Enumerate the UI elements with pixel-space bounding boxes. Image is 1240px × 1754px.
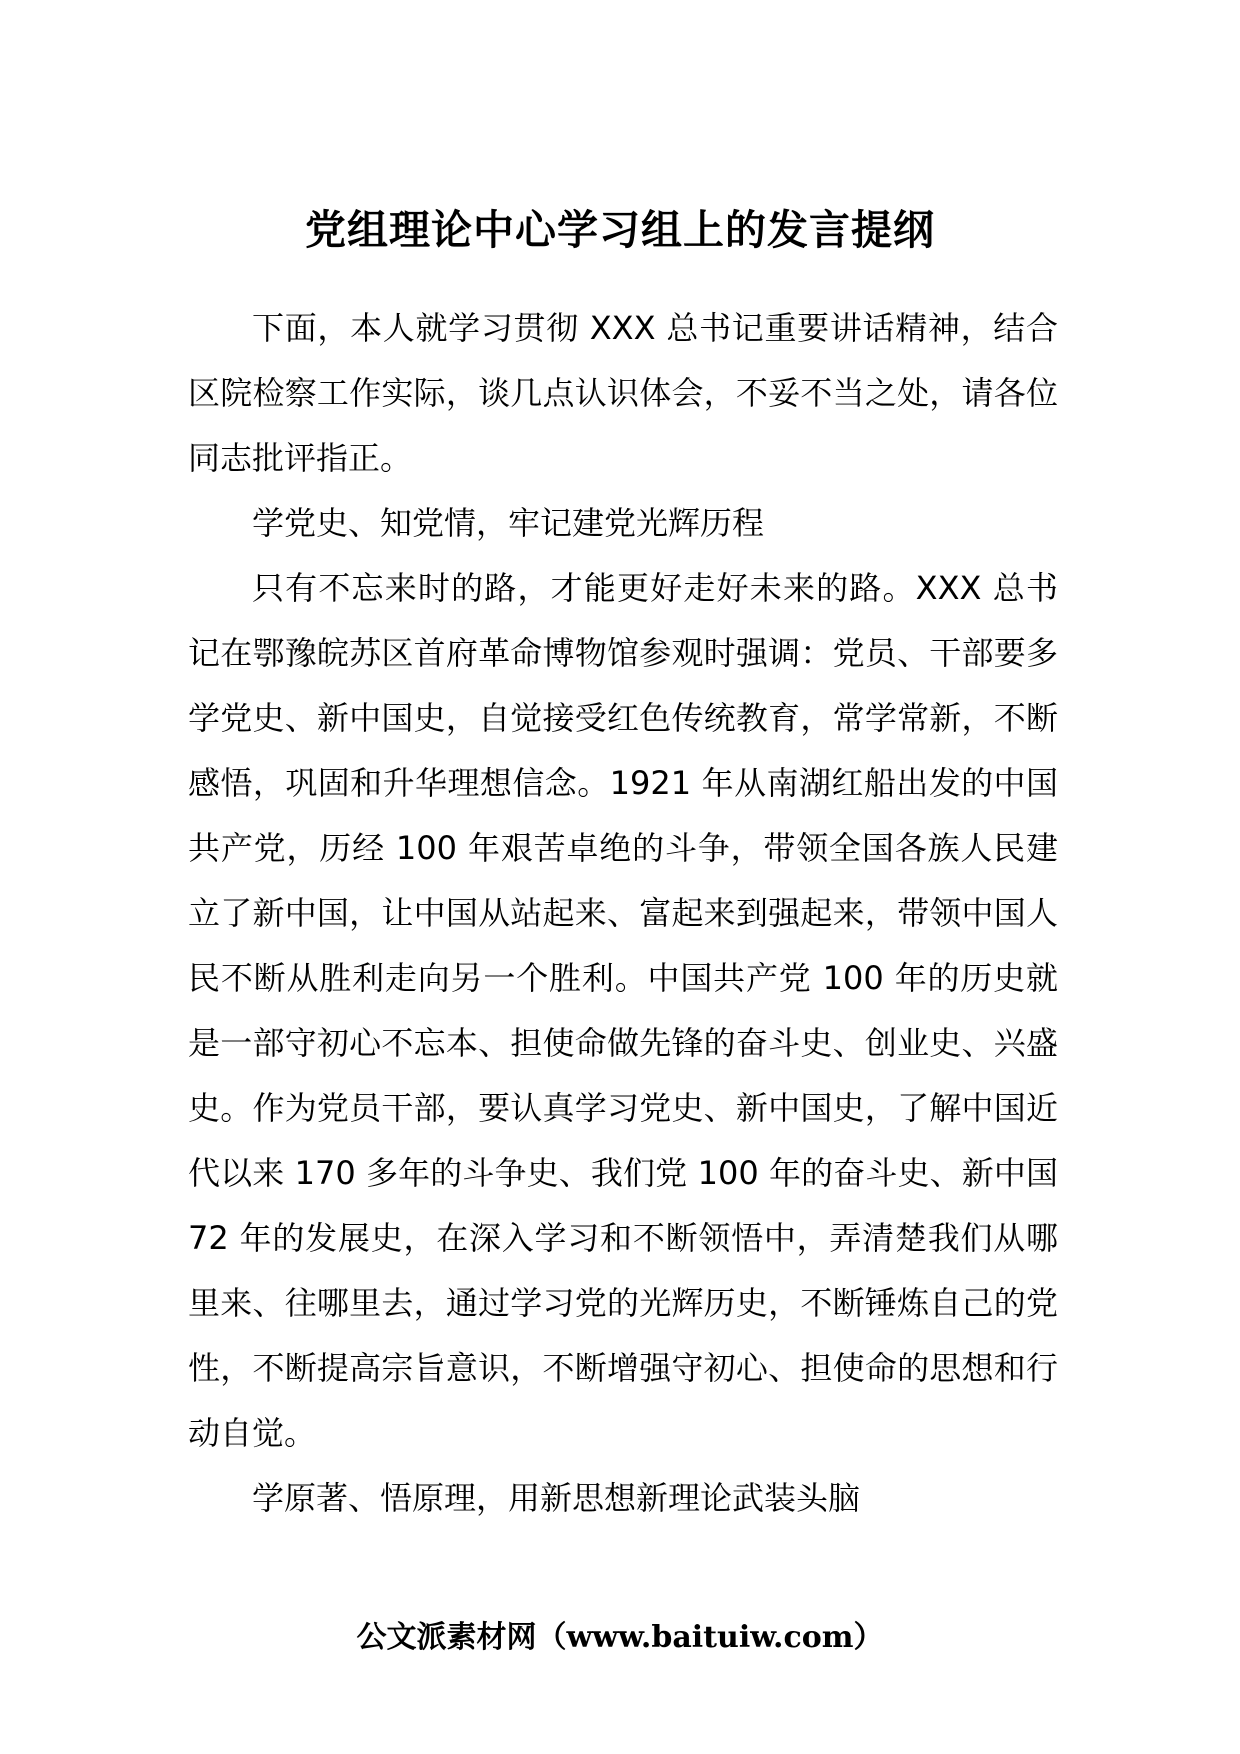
body-paragraph: 只有不忘来时的路，才能更好走好未来的路。XXX 总书记在鄂豫皖苏区首府革命博物馆参观时强调：党员、干部要多学党史、新中国史，自觉接受红色传统教育，常学常新，不断感悟，巩固和升华理想信念。1921 年从南湖红船出发的中国共产党，历经 100 年艰苦卓绝的斗争，带领全国各族人民建立了新中国，让中国从站起来、富起来到强起来，带领中国人民不断从胜利走向另一个胜利。中国共产党 100 年的历史就是一部守初心不忘本、担使命做先锋的奋斗史、创业史、兴盛史。作为党员干部，要认真学习党史、新中国史，了解中国近代以来 170 多年的斗争史、我们党 100 年的奋斗史、新中国 72 年的发展史，在深入学习和不断领悟中，弄清楚我们从哪里来、往哪里去，通过学习党的光辉历史，不断锤炼自己的党性，不断提高宗旨意识，不断增强守初心、担使命的思想和行动自觉。 — [188, 569, 1058, 1452]
section-heading: 学党史、知党情，牢记建党光辉历程 — [252, 504, 765, 542]
source-footer: 公文派素材网（www.baituiw.com） — [356, 1620, 884, 1655]
intro-paragraph: 下面，本人就学习贯彻 XXX 总书记重要讲话精神，结合区院检察工作实际，谈几点认识体会，不妥不当之处，请各位同志批评指正。 — [188, 309, 1058, 477]
section-heading: 学原著、悟原理，用新思想新理论武装头脑 — [252, 1479, 861, 1517]
document-body — [188, 296, 1058, 1531]
document-title: 党组理论中心学习组上的发言提纲 — [305, 206, 935, 254]
